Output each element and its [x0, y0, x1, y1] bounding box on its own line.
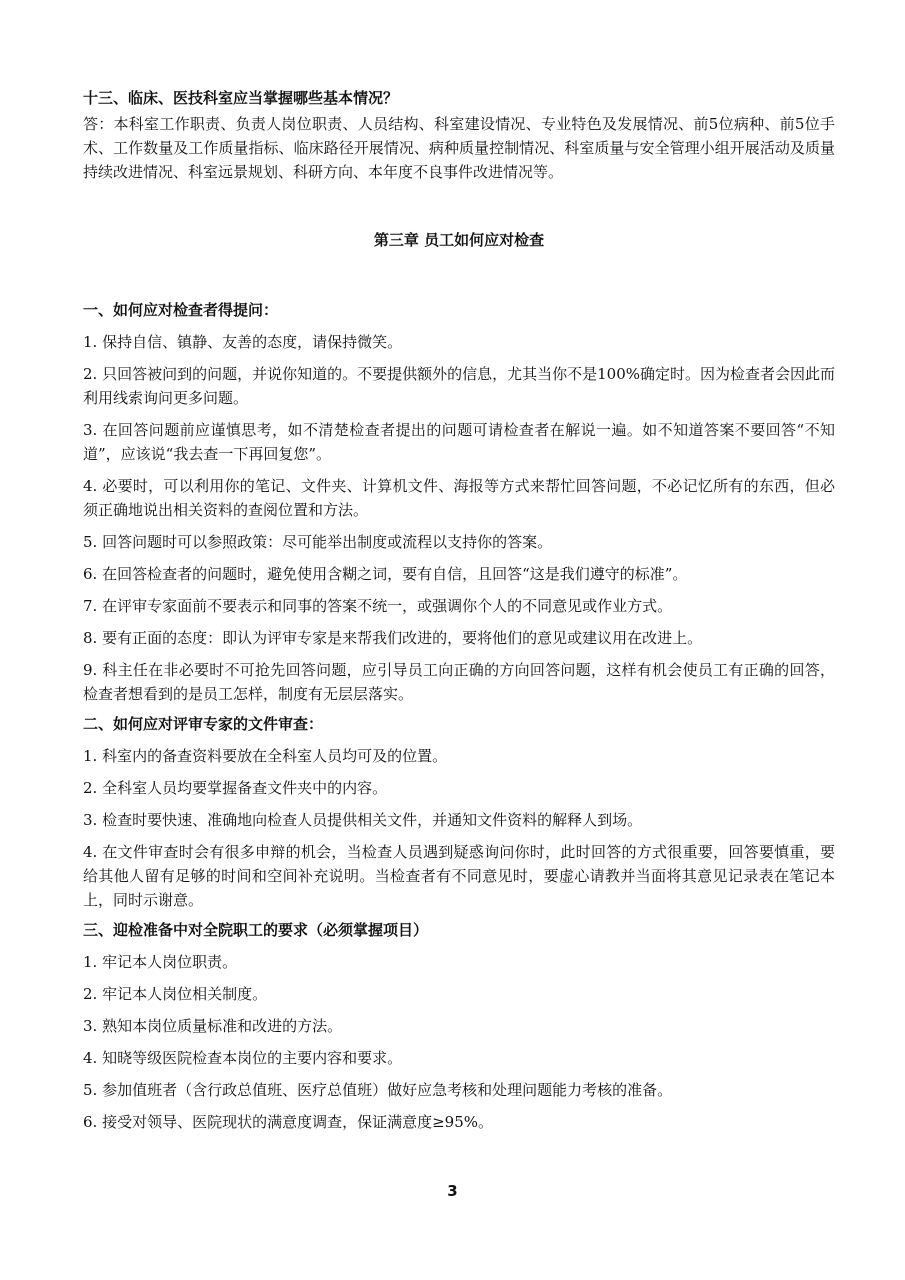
list-item: 2. 全科室人员均要掌握备查文件夹中的内容。 — [83, 779, 388, 797]
document-page — [83, 86, 835, 1134]
section-staff-requirements — [83, 918, 835, 1134]
list-item: 4. 知晓等级医院检查本岗位的主要内容和要求。 — [83, 1049, 403, 1067]
list-item: 4. 在文件审查时会有很多申辩的机会，当检查人员遇到疑惑询问你时，此时回答的方式很重要，回答要慎重，要给其他人留有足够的时间和空间补充说明。当检查者有不同意见时，要虚心请教并当面将其意见记录表在笔记本上，同时示谢意。 — [83, 843, 835, 909]
list-item: 2. 只回答被问到的问题，并说你知道的。不要提供额外的信息，尤其当你不是100%确定时。因为检查者会因此而利用线索询问更多问题。 — [83, 365, 835, 407]
list-item: 5. 参加值班者（含行政总值班、医疗总值班）做好应急考核和处理问题能力考核的准备。 — [83, 1081, 673, 1099]
section-heading: 二、如何应对评审专家的文件审查： — [83, 715, 324, 733]
list-item: 1. 科室内的备查资料要放在全科室人员均可及的位置。 — [83, 747, 448, 765]
list-item: 4. 必要时，可以利用你的笔记、文件夹、计算机文件、海报等方式来帮忙回答问题，不必记忆所有的东西，但必须正确地说出相关资料的查阅位置和方法。 — [83, 477, 835, 519]
list-item: 8. 要有正面的态度：即认为评审专家是来帮我们改进的，要将他们的意见或建议用在改进上。 — [83, 629, 703, 647]
page-number: 3 — [447, 1182, 458, 1200]
list-item: 6. 在回答检查者的问题时，避免使用含糊之词，要有自信，且回答“这是我们遵守的标准”。 — [83, 565, 688, 583]
list-item: 3. 检查时要快速、准确地向检查人员提供相关文件，并通知文件资料的解释人到场。 — [83, 811, 643, 829]
chapter-title: 第三章 员工如何应对检查 — [373, 231, 545, 249]
list-item: 3. 熟知本岗位质量标准和改进的方法。 — [83, 1017, 343, 1035]
section-questions — [83, 298, 835, 706]
section-heading: 三、迎检准备中对全院职工的要求（必须掌握项目） — [83, 921, 429, 939]
list-item: 1. 保持自信、镇静、友善的态度，请保持微笑。 — [83, 333, 403, 351]
answer-paragraph: 答：本科室工作职责、负责人岗位职责、人员结构、科室建设情况、专业特色及发展情况、前5位病种、前5位手术、工作数量及工作质量指标、临床路径开展情况、病种质量控制情况、科室质量与安全管理小组开展活动及质量持续改进情况、科室远景规划、科研方向、本年度不良事件改进情况等。 — [83, 115, 835, 181]
section-heading: 一、如何应对检查者得提问： — [83, 301, 279, 319]
list-item: 1. 牢记本人岗位职责。 — [83, 953, 238, 971]
question-heading: 十三、临床、医技科室应当掌握哪些基本情况？ — [83, 89, 399, 107]
list-item: 9. 科主任在非必要时不可抢先回答问题，应引导员工向正确的方向回答问题，这样有机会使员工有正确的回答，检查者想看到的是员工怎样，制度有无层层落实。 — [83, 661, 835, 703]
section-document-review — [83, 712, 835, 912]
list-item: 5. 回答问题时可以参照政策：尽可能举出制度或流程以支持你的答案。 — [83, 533, 553, 551]
list-item: 7. 在评审专家面前不要表示和同事的答案不统一，或强调你个人的不同意见或作业方式。 — [83, 597, 673, 615]
list-item: 6. 接受对领导、医院现状的满意度调查，保证满意度≥95%。 — [83, 1113, 493, 1131]
list-item: 3. 在回答问题前应谨慎思考，如不清楚检查者提出的问题可请检查者在解说一遍。如不知道答案不要回答“不知道”，应该说“我去查一下再回复您”。 — [83, 421, 835, 463]
list-item: 2. 牢记本人岗位相关制度。 — [83, 985, 268, 1003]
